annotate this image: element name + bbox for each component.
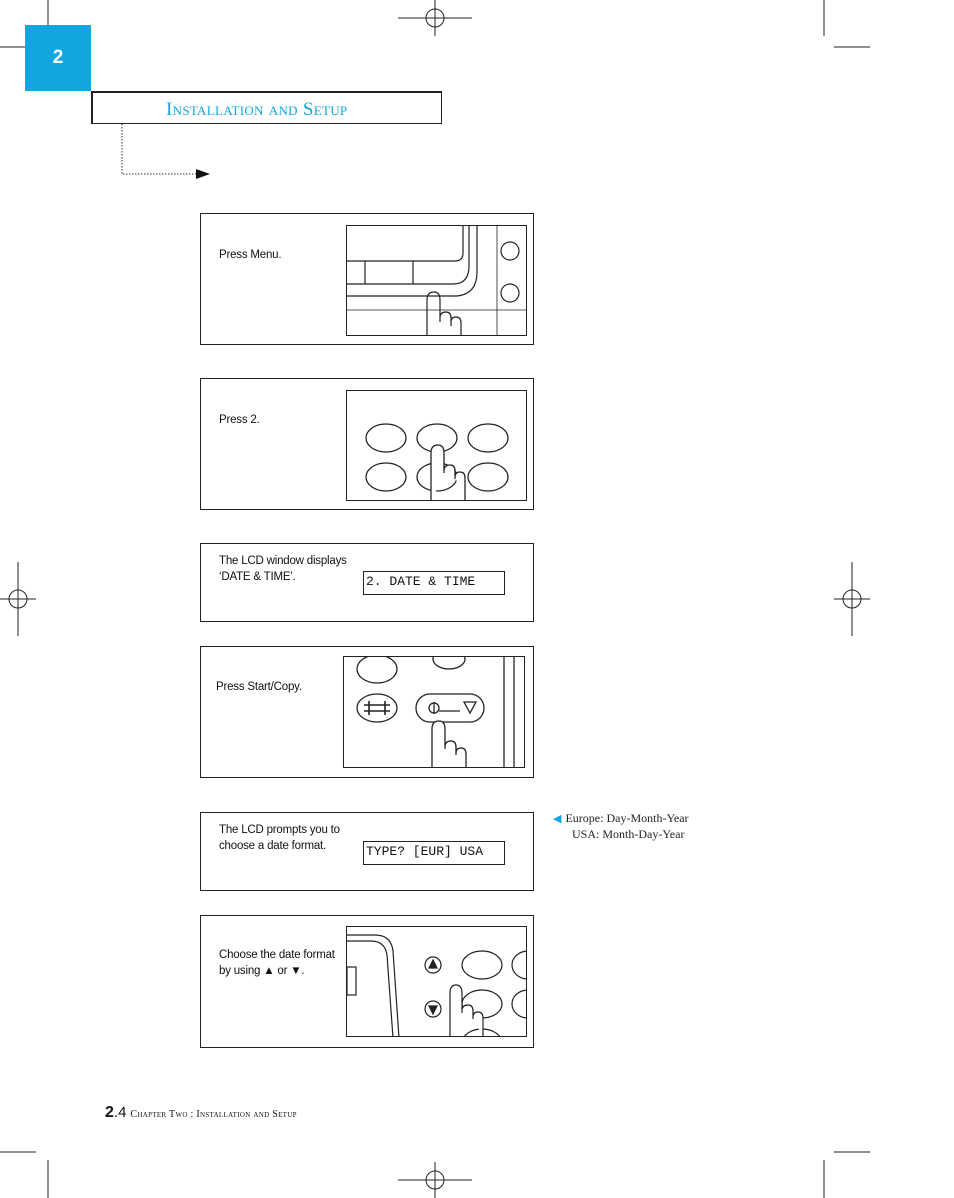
keypad-hand-icon — [347, 391, 527, 501]
chapter-tab: 2 — [25, 25, 91, 91]
section-title: Installation and Setup — [166, 99, 348, 120]
step-6 — [200, 915, 534, 1048]
footer-text: Chapter Two : Installation and Setup — [130, 1109, 297, 1120]
note-arrow-icon: ◀ — [553, 813, 562, 825]
step-2-text: Press 2. — [219, 414, 260, 426]
step-5 — [200, 812, 534, 891]
arrow-keys-illustration — [346, 926, 527, 1037]
step-1-text: Press Menu. — [219, 249, 282, 261]
step-2 — [200, 378, 534, 510]
menu-button-illustration — [346, 225, 527, 336]
date-format-note — [553, 811, 689, 842]
start-copy-illustration — [343, 656, 525, 768]
step-3-text: The LCD window displays ‘DATE & TIME’. — [219, 555, 347, 583]
step-6-text: Choose the date format by using ▲ or ▼. — [219, 949, 335, 977]
step-3 — [200, 543, 534, 622]
lcd-display: 2. DATE & TIME — [363, 571, 505, 595]
step-5-text: The LCD prompts you to choose a date format. — [219, 824, 340, 852]
hand-pointer-icon — [347, 226, 527, 336]
start-copy-hand-icon — [344, 657, 525, 768]
arrow-keys-hand-icon — [347, 927, 527, 1037]
note-line-2: USA: Month-Day-Year — [572, 827, 685, 841]
page-footer — [105, 1104, 297, 1122]
step-1 — [200, 213, 534, 345]
page-number-sub: .4 — [113, 1104, 127, 1121]
page-number-chapter: 2 — [105, 1104, 114, 1121]
step-4 — [200, 646, 534, 778]
section-title-box — [91, 91, 442, 124]
step-4-text: Press Start/Copy. — [216, 681, 302, 693]
keypad-illustration — [346, 390, 527, 501]
note-line-1: Europe: Day-Month-Year — [565, 811, 689, 825]
lcd-display-prompt: TYPE? [EUR] USA — [363, 841, 505, 865]
dotted-arrow-icon — [118, 124, 218, 184]
